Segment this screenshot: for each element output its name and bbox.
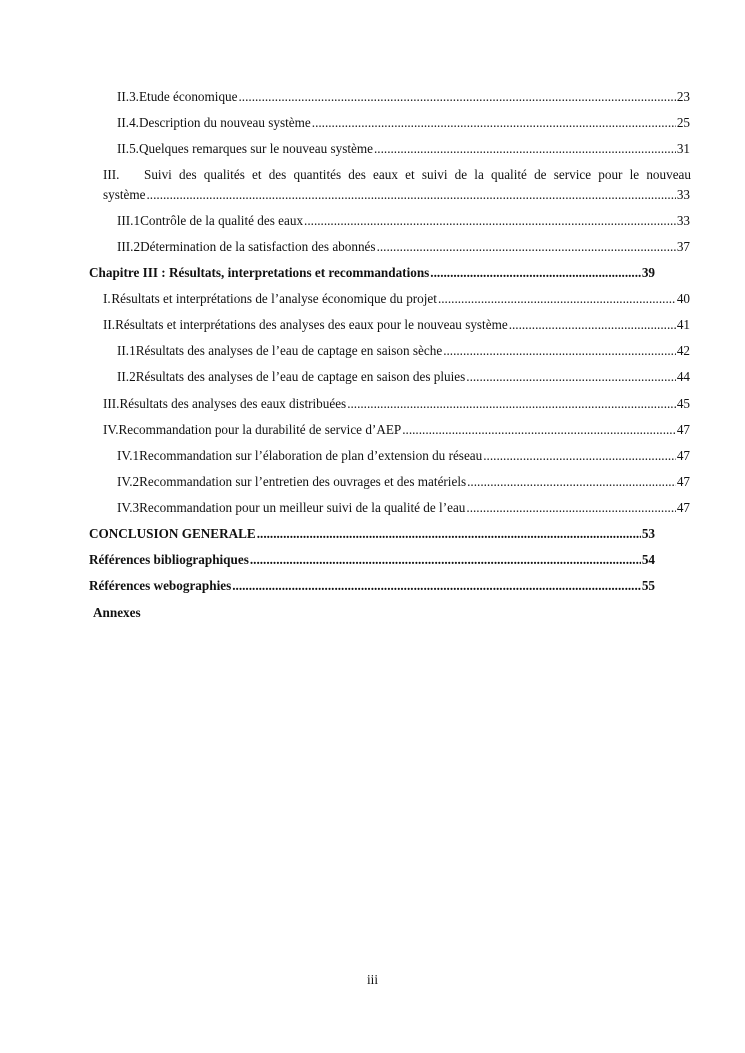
toc-entry bbox=[0, 420, 745, 440]
toc-number: II. bbox=[103, 317, 116, 332]
toc-page: 31 bbox=[676, 141, 690, 156]
leader-dots bbox=[232, 576, 641, 596]
toc-chapter bbox=[0, 603, 745, 623]
toc-entry bbox=[0, 289, 745, 309]
toc-number: III.2 bbox=[117, 239, 141, 254]
toc-entry bbox=[0, 367, 745, 387]
chapter-title: Annexes bbox=[93, 605, 141, 620]
toc-page: 54 bbox=[641, 552, 655, 567]
toc-number: II.3. bbox=[117, 89, 139, 104]
chapter-title: CONCLUSION GENERALE bbox=[89, 526, 256, 541]
leader-dots bbox=[239, 87, 676, 107]
toc-chapter bbox=[0, 576, 745, 596]
chapter-title: Références webographies bbox=[89, 578, 232, 593]
leader-dots bbox=[443, 341, 676, 361]
toc-page: 45 bbox=[676, 396, 690, 411]
toc-title: Quelques remarques sur le nouveau système bbox=[138, 141, 373, 156]
toc-number: II.4. bbox=[117, 115, 139, 130]
toc-number: IV.2 bbox=[117, 474, 140, 489]
leader-dots bbox=[483, 446, 676, 466]
leader-dots bbox=[374, 139, 676, 159]
leader-dots bbox=[467, 472, 676, 492]
toc-title: Résultats des analyses de l’eau de captage en saison sèche bbox=[135, 343, 443, 358]
toc-page: 47 bbox=[676, 500, 690, 515]
toc-number: III. bbox=[103, 396, 120, 411]
leader-dots bbox=[466, 498, 675, 518]
toc-page: 53 bbox=[641, 526, 655, 541]
toc-page: 44 bbox=[676, 369, 690, 384]
toc-title: Contrôle de la qualité des eaux bbox=[140, 213, 304, 228]
toc-page: 47 bbox=[676, 448, 690, 463]
toc-entry bbox=[0, 139, 745, 159]
leader-dots bbox=[377, 237, 676, 257]
toc-number: II.1 bbox=[117, 343, 136, 358]
toc-title: Recommandation pour la durabilité de service d’AEP bbox=[118, 422, 402, 437]
toc-page: 41 bbox=[676, 317, 690, 332]
toc-number: IV.3 bbox=[117, 500, 140, 515]
leader-dots bbox=[257, 524, 641, 544]
toc-entry bbox=[0, 341, 745, 361]
toc-page: 40 bbox=[676, 291, 690, 306]
toc-number: II.5. bbox=[117, 141, 139, 156]
toc-entry-wrapped bbox=[0, 165, 745, 185]
toc-chapter bbox=[0, 550, 745, 570]
leader-dots bbox=[430, 263, 641, 283]
toc-page: 42 bbox=[676, 343, 690, 358]
leader-dots bbox=[304, 211, 676, 231]
toc-page: 47 bbox=[676, 422, 690, 437]
toc-chapter bbox=[0, 524, 745, 544]
toc-title: Recommandation pour un meilleur suivi de la qualité de l’eau bbox=[139, 500, 466, 515]
toc-entry bbox=[0, 315, 745, 335]
chapter-title: Chapitre III : Résultats, interpretations et recommandations bbox=[89, 265, 430, 280]
toc-entry bbox=[0, 113, 745, 133]
toc-title: Résultats des analyses de l’eau de captage en saison des pluies bbox=[135, 369, 466, 384]
toc-entry bbox=[0, 472, 745, 492]
leader-dots bbox=[347, 394, 676, 414]
toc-title: Description du nouveau système bbox=[138, 115, 311, 130]
toc-entry bbox=[0, 394, 745, 414]
toc-page: 33 bbox=[676, 187, 690, 202]
toc-title: Résultats et interprétations de l’analyse économique du projet bbox=[111, 291, 437, 306]
toc-entry bbox=[0, 498, 745, 518]
toc-title: Résultats des analyses des eaux distribuées bbox=[119, 396, 347, 411]
leader-dots bbox=[250, 550, 641, 570]
page-number: iii bbox=[367, 972, 378, 987]
toc-entry bbox=[0, 446, 745, 466]
toc-page: 37 bbox=[676, 239, 690, 254]
toc-number: II.2 bbox=[117, 369, 136, 384]
leader-dots bbox=[312, 113, 676, 133]
toc-number: IV. bbox=[103, 422, 119, 437]
toc-page: 23 bbox=[676, 89, 690, 104]
toc-page: 39 bbox=[641, 265, 655, 280]
toc-number: III. bbox=[103, 167, 120, 182]
toc-title: Résultats et interprétations des analyses des eaux pour le nouveau système bbox=[115, 317, 508, 332]
toc-entry bbox=[0, 211, 745, 231]
toc-number: III.1 bbox=[117, 213, 141, 228]
toc-entry bbox=[0, 87, 745, 107]
leader-dots bbox=[438, 289, 676, 309]
toc-title-line2: système bbox=[103, 187, 146, 202]
chapter-title: Références bibliographiques bbox=[89, 552, 249, 567]
toc-title: Etude économique bbox=[138, 89, 238, 104]
toc-title: Détermination de la satisfaction des abonnés bbox=[140, 239, 376, 254]
toc-page: 25 bbox=[676, 115, 690, 130]
leader-dots bbox=[466, 367, 676, 387]
toc-page: 47 bbox=[676, 474, 690, 489]
toc-entry-wrapped-continuation bbox=[0, 185, 745, 205]
toc-number: IV.1 bbox=[117, 448, 140, 463]
leader-dots bbox=[147, 185, 676, 205]
toc-page: 33 bbox=[676, 213, 690, 228]
toc-page: 55 bbox=[641, 578, 655, 593]
toc-title-line1: Suivi des qualités et des quantités des eaux et suivi de la qualité de service pour le nouveau bbox=[144, 167, 691, 182]
toc-title: Recommandation sur l’élaboration de plan d’extension du réseau bbox=[139, 448, 483, 463]
leader-dots bbox=[402, 420, 676, 440]
toc-number: I. bbox=[103, 291, 111, 306]
toc-entry bbox=[0, 237, 745, 257]
toc-title: Recommandation sur l’entretien des ouvrages et des matériels bbox=[139, 474, 467, 489]
toc-chapter bbox=[0, 263, 745, 283]
leader-dots bbox=[509, 315, 676, 335]
